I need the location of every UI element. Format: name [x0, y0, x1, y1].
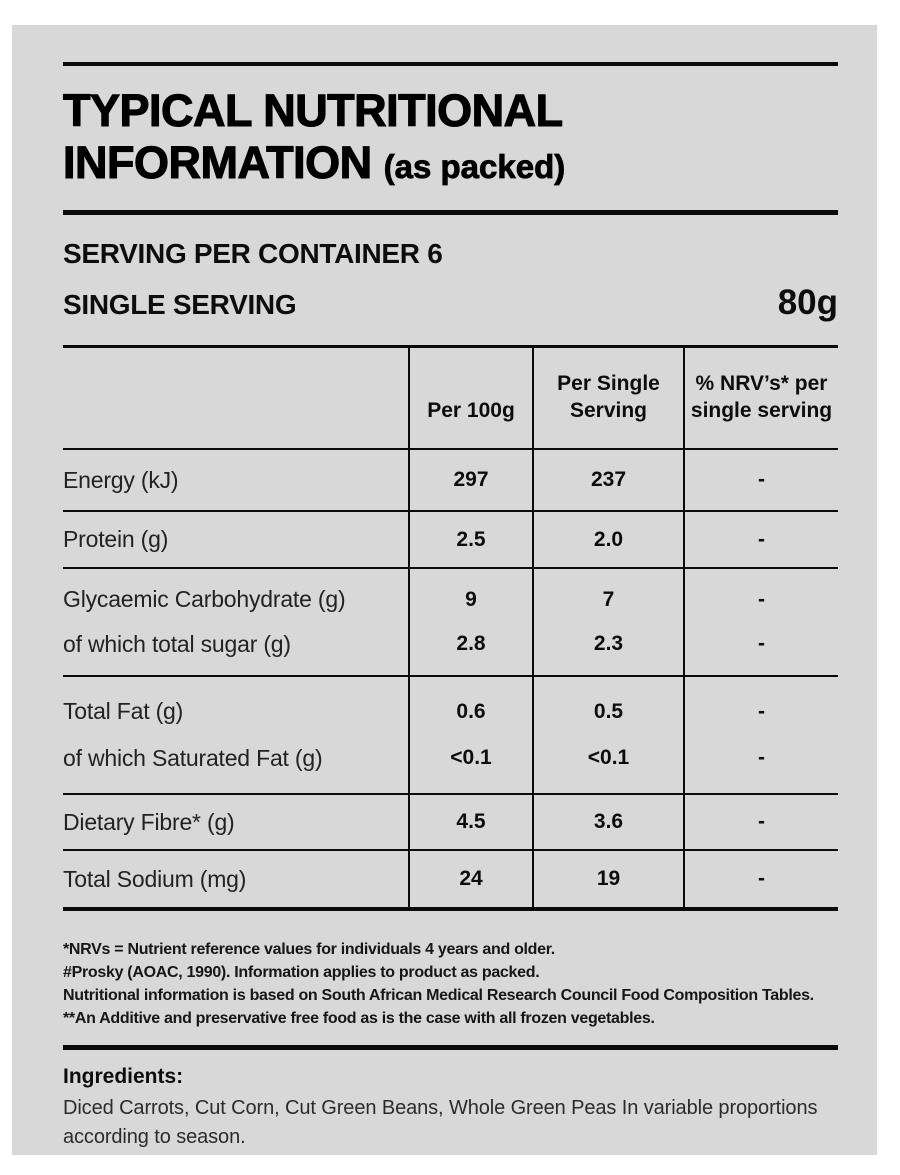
top-rule — [63, 62, 838, 66]
servings-per-container: SERVING PER CONTAINER 6 — [63, 238, 443, 269]
title-bottom-rule — [63, 210, 838, 215]
title-line1: TYPICAL NUTRITIONAL — [63, 85, 563, 136]
value-per-100g: 2.5 — [408, 512, 532, 567]
ingredients-heading: Ingredients: — [63, 1065, 184, 1088]
value-per-100g: 24 — [408, 851, 532, 907]
table-row-fibre — [63, 793, 838, 849]
value-nrv: - — [683, 851, 838, 907]
value-nrv: - - — [683, 677, 838, 793]
title-line2: INFORMATION — [63, 137, 372, 188]
header-blank-cell — [63, 348, 408, 448]
single-serving-label: SINGLE SERVING — [63, 289, 297, 320]
value-nrv: - — [683, 795, 838, 849]
single-serving-row — [63, 283, 838, 323]
footnote-additive: **An Additive and preservative free food as is the case with all frozen vegetables. — [63, 1010, 655, 1027]
value-per-serving: 0.5 <0.1 — [532, 677, 683, 793]
footnotes — [63, 938, 838, 1030]
row-label: Energy (kJ) — [63, 466, 179, 493]
table-row-fat — [63, 675, 838, 793]
header-per-single-serving: Per Single Serving — [532, 348, 683, 448]
value-nrv: - — [683, 450, 838, 510]
value-per-100g: 9 2.8 — [408, 569, 532, 675]
value-per-serving: 2.0 — [532, 512, 683, 567]
value-per-serving: 19 — [532, 851, 683, 907]
label-content — [63, 62, 838, 1152]
table-row-sodium — [63, 849, 838, 907]
value-nrv: - - — [683, 569, 838, 675]
ingredients-text: Diced Carrots, Cut Corn, Cut Green Beans, Whole Green Peas In variable proportions according to season. — [63, 1097, 818, 1148]
nutrition-table — [63, 345, 838, 911]
row-label: Dietary Fibre* (g) — [63, 808, 235, 835]
value-per-100g: 297 — [408, 450, 532, 510]
row-label: Total Sodium (mg) — [63, 865, 247, 892]
footnote-prosky: #Prosky (AOAC, 1990). Information applies to product as packed. — [63, 964, 540, 981]
single-serving-size: 80g — [777, 283, 838, 322]
header-per-100g: Per 100g — [408, 348, 532, 448]
value-per-serving: 7 2.3 — [532, 569, 683, 675]
table-row-protein — [63, 510, 838, 567]
footnote-source: Nutritional information is based on South African Medical Research Council Food Composition Tables. — [63, 987, 814, 1004]
header-nrv-per-serving: % NRV’s* per single serving — [683, 348, 838, 448]
value-per-100g: 4.5 — [408, 795, 532, 849]
nutrition-label-card — [12, 25, 877, 1155]
footnote-nrv: *NRVs = Nutrient reference values for individuals 4 years and older. — [63, 941, 555, 958]
table-row-carbohydrate — [63, 567, 838, 675]
row-label: Total Fat (g) of which Saturated Fat (g) — [63, 697, 323, 772]
value-per-serving: 3.6 — [532, 795, 683, 849]
row-label: Glycaemic Carbohydrate (g) of which total sugar (g) — [63, 586, 346, 657]
label-title — [63, 85, 838, 193]
value-per-serving: 237 — [532, 450, 683, 510]
value-nrv: - — [683, 512, 838, 567]
ingredients-rule — [63, 1045, 838, 1050]
value-per-100g: 0.6 <0.1 — [408, 677, 532, 793]
table-header-row — [63, 348, 838, 448]
table-row-energy — [63, 448, 838, 510]
row-label: Protein (g) — [63, 526, 169, 552]
title-qualifier: (as packed) — [383, 148, 566, 185]
